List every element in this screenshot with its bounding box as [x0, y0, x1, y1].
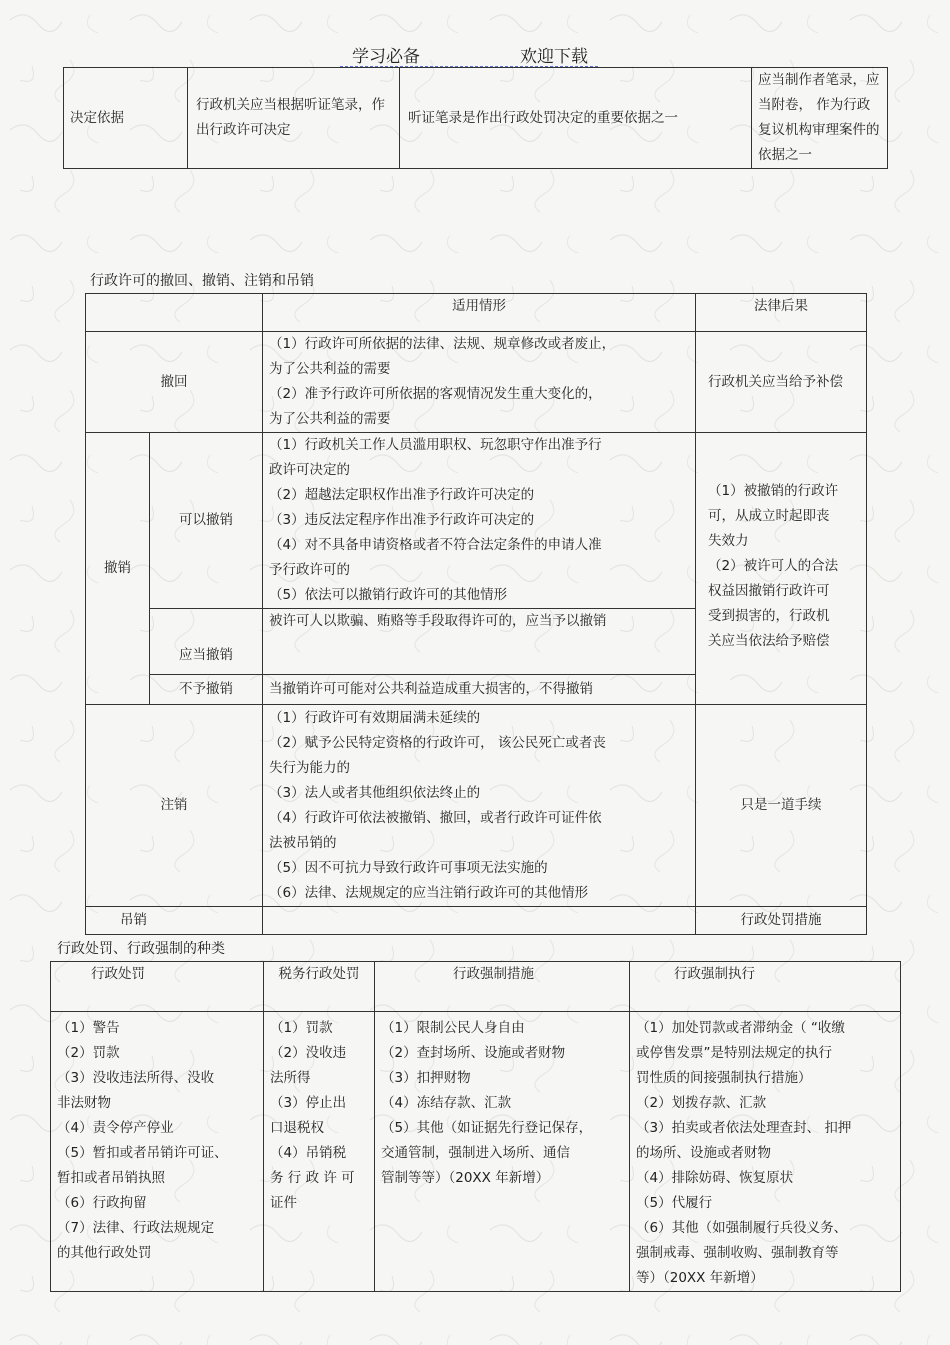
table-header-consequence: 法律后果 — [696, 294, 867, 332]
text-line: （5）依法可以撤销行政许可的其他情形 — [269, 587, 508, 603]
text-line: 证件 — [270, 1195, 297, 1211]
text-line: 法所得 — [270, 1070, 311, 1086]
text-line: 的其他行政处罚 — [57, 1245, 152, 1261]
text-line: （4）对不具备申请资格或者不符合法定条件的申请人准 — [269, 537, 602, 553]
table-cell: 应当制作者笔录，应当附卷， 作为行政复议机构审理案件的依据之一 — [752, 68, 888, 169]
text-line: （3）拍卖或者依法处理查封、 扣押 — [636, 1120, 852, 1136]
text-line: （5）暂扣或者吊销许可证、 — [57, 1145, 228, 1161]
text-line: 口退税权 — [270, 1120, 324, 1136]
text-line: 失效力 — [708, 533, 749, 549]
table-header-row — [51, 962, 901, 1012]
text-line: （4）排除妨碍、恢复原状 — [636, 1170, 794, 1186]
table-row-cancel — [86, 705, 867, 907]
text-line: 予行政许可的 — [269, 562, 350, 578]
text-line: 交通管制，强制进入场所、通信 — [381, 1145, 570, 1161]
text-line: （4）冻结存款、汇款 — [381, 1095, 512, 1111]
text-line: （1）罚款 — [270, 1020, 333, 1036]
text-line: （1）警告 — [57, 1020, 120, 1036]
text-line: （6）行政拘留 — [57, 1195, 147, 1211]
table-header-row — [86, 294, 867, 332]
text-line: 为了公共利益的需要 — [269, 411, 391, 427]
decision-basis-table — [63, 67, 888, 169]
text-line: 受到损害的，行政机 — [708, 608, 830, 624]
table-header-situation: 适用情形 — [263, 294, 696, 332]
row-sublabel-not-revoke: 不予撤销 — [150, 675, 263, 705]
table-header-cell: 税务行政处罚 — [264, 962, 375, 1012]
row-label-recall: 撤回 — [86, 332, 263, 433]
text-line: （3）违反法定程序作出准予行政许可决定的 — [269, 512, 535, 528]
suspend-consequence-cell: 行政处罚措施 — [696, 907, 867, 935]
row-label-cancel: 注销 — [86, 705, 263, 907]
penalty-types-cell — [51, 1012, 264, 1292]
text-line: （1）加处罚款或者滞纳金（ “收缴 — [636, 1020, 845, 1036]
table-row-revoke-may — [86, 433, 867, 609]
recall-situation-cell — [263, 332, 696, 433]
text-line: （2）超越法定职权作出准予行政许可决定的 — [269, 487, 535, 503]
section-title-license: 行政许可的撤回、撤销、注销和吊销 — [90, 273, 314, 289]
text-line: （6）其他（如强制履行兵役义务、 — [636, 1220, 848, 1236]
text-line: 权益因撤销行政许可 — [708, 583, 830, 599]
text-line: 管制等等）（20XX 年新增） — [381, 1170, 550, 1186]
text-line: （7）法律、行政法规规定 — [57, 1220, 215, 1236]
text-line: （6）法律、法规规定的应当注销行政许可的其他情形 — [269, 884, 589, 901]
header-left-text: 学习必备 — [352, 47, 420, 67]
text-line: （2）罚款 — [57, 1045, 120, 1061]
text-line: 政许可决定的 — [269, 462, 350, 478]
text-line: （1）行政机关工作人员滥用职权、玩忽职守作出准予行 — [269, 437, 602, 453]
text-line: 非法财物 — [57, 1095, 111, 1111]
recall-consequence-cell: 行政机关应当给予补偿 — [696, 332, 867, 433]
suspend-situation-cell — [263, 907, 696, 935]
table-row — [51, 1012, 901, 1292]
text-line: 为了公共利益的需要 — [269, 361, 391, 377]
row-sublabel-should-revoke: 应当撤销 — [150, 609, 263, 675]
coercive-measures-cell — [375, 1012, 630, 1292]
text-line: （5）其他（如证据先行登记保存， — [381, 1120, 593, 1136]
header-right-text: 欢迎下载 — [520, 47, 588, 67]
text-line: （5）代履行 — [636, 1195, 713, 1211]
text-line: 或停售发票”是特别法规定的执行 — [636, 1045, 832, 1061]
table-cell: 决定依据 — [64, 68, 188, 169]
text-line: （1）被撤销的行政许 — [708, 483, 839, 499]
table-header-cell: 行政强制执行 — [630, 962, 901, 1012]
text-line: 强制戒毒、强制收购、强制教育等 — [636, 1245, 839, 1261]
text-line: （3）没收违法所得、没收 — [57, 1070, 215, 1086]
text-line: （3）停止出 — [270, 1095, 347, 1111]
text-line: （5）因不可抗力导致行政许可事项无法实施的 — [269, 859, 548, 876]
text-line: 罚性质的间接强制执行措施） — [636, 1070, 812, 1086]
section-title-penalty: 行政处罚、行政强制的种类 — [57, 941, 225, 957]
text-line: （1）行政许可有效期届满未延续的 — [269, 709, 481, 726]
table-cell: 行政机关应当根据听证笔录，作出行政许可决定 — [188, 68, 400, 169]
text-line: （3）扣押财物 — [381, 1070, 471, 1086]
text-line: 失行为能力的 — [269, 759, 350, 776]
text-line: 关应当依法给予赔偿 — [708, 633, 830, 649]
text-line: （1）限制公民人身自由 — [381, 1020, 525, 1036]
text-line: 等）（20XX 年新增） — [636, 1270, 764, 1286]
table-cell: 听证笔录是作出行政处罚决定的重要依据之一 — [400, 68, 752, 169]
text-line: 务 行 政 许 可 — [270, 1170, 355, 1186]
table-header-cell-empty — [86, 294, 263, 332]
text-line: 可，从成立时起即丧 — [708, 508, 830, 524]
text-line: （2）查封场所、设施或者财物 — [381, 1045, 566, 1061]
row-label-revoke: 撤销 — [86, 433, 150, 705]
text-line: （4）责令停产停业 — [57, 1120, 174, 1136]
coercive-enforcement-cell — [630, 1012, 901, 1292]
table-row-recall — [86, 332, 867, 433]
table-header-cell: 行政强制措施 — [375, 962, 630, 1012]
text-line: （4）行政许可依法被撤销、撤回，或者行政许可证件依 — [269, 809, 602, 826]
license-revocation-table — [85, 293, 867, 935]
penalty-enforcement-table — [50, 961, 901, 1292]
text-line: 法被吊销的 — [269, 834, 337, 851]
text-line: （2）赋予公民特定资格的行政许可， 该公民死亡或者丧 — [269, 734, 606, 751]
cancel-situation-cell — [263, 705, 696, 907]
may-revoke-situation-cell — [263, 433, 696, 609]
tax-penalty-cell — [264, 1012, 375, 1292]
table-row-suspend — [86, 907, 867, 935]
text-line: （1）行政许可所依据的法律、法规、规章修改或者废止， — [269, 336, 616, 352]
should-revoke-situation-cell: 被许可人以欺骗、贿赂等手段取得许可的，应当予以撤销 — [263, 609, 696, 675]
text-line: （2）没收违 — [270, 1045, 347, 1061]
cancel-consequence-cell: 只是一道手续 — [696, 705, 867, 907]
text-line: （2）被许可人的合法 — [708, 558, 839, 574]
row-sublabel-may-revoke: 可以撤销 — [150, 433, 263, 609]
text-line: （3）法人或者其他组织依法终止的 — [269, 784, 481, 801]
row-label-suspend: 吊销 — [86, 907, 263, 935]
not-revoke-situation-cell: 当撤销许可可能对公共利益造成重大损害的，不得撤销 — [263, 675, 696, 705]
text-line: 暂扣或者吊销执照 — [57, 1170, 165, 1186]
revoke-consequence-cell — [696, 433, 867, 705]
table-row — [64, 68, 888, 169]
text-line: （4）吊销税 — [270, 1145, 347, 1161]
text-line: 的场所、设施或者财物 — [636, 1145, 771, 1161]
text-line: （2）准予行政许可所依据的客观情况发生重大变化的， — [269, 386, 602, 402]
text-line: （2）划拨存款、汇款 — [636, 1095, 767, 1111]
table-header-cell: 行政处罚 — [51, 962, 264, 1012]
